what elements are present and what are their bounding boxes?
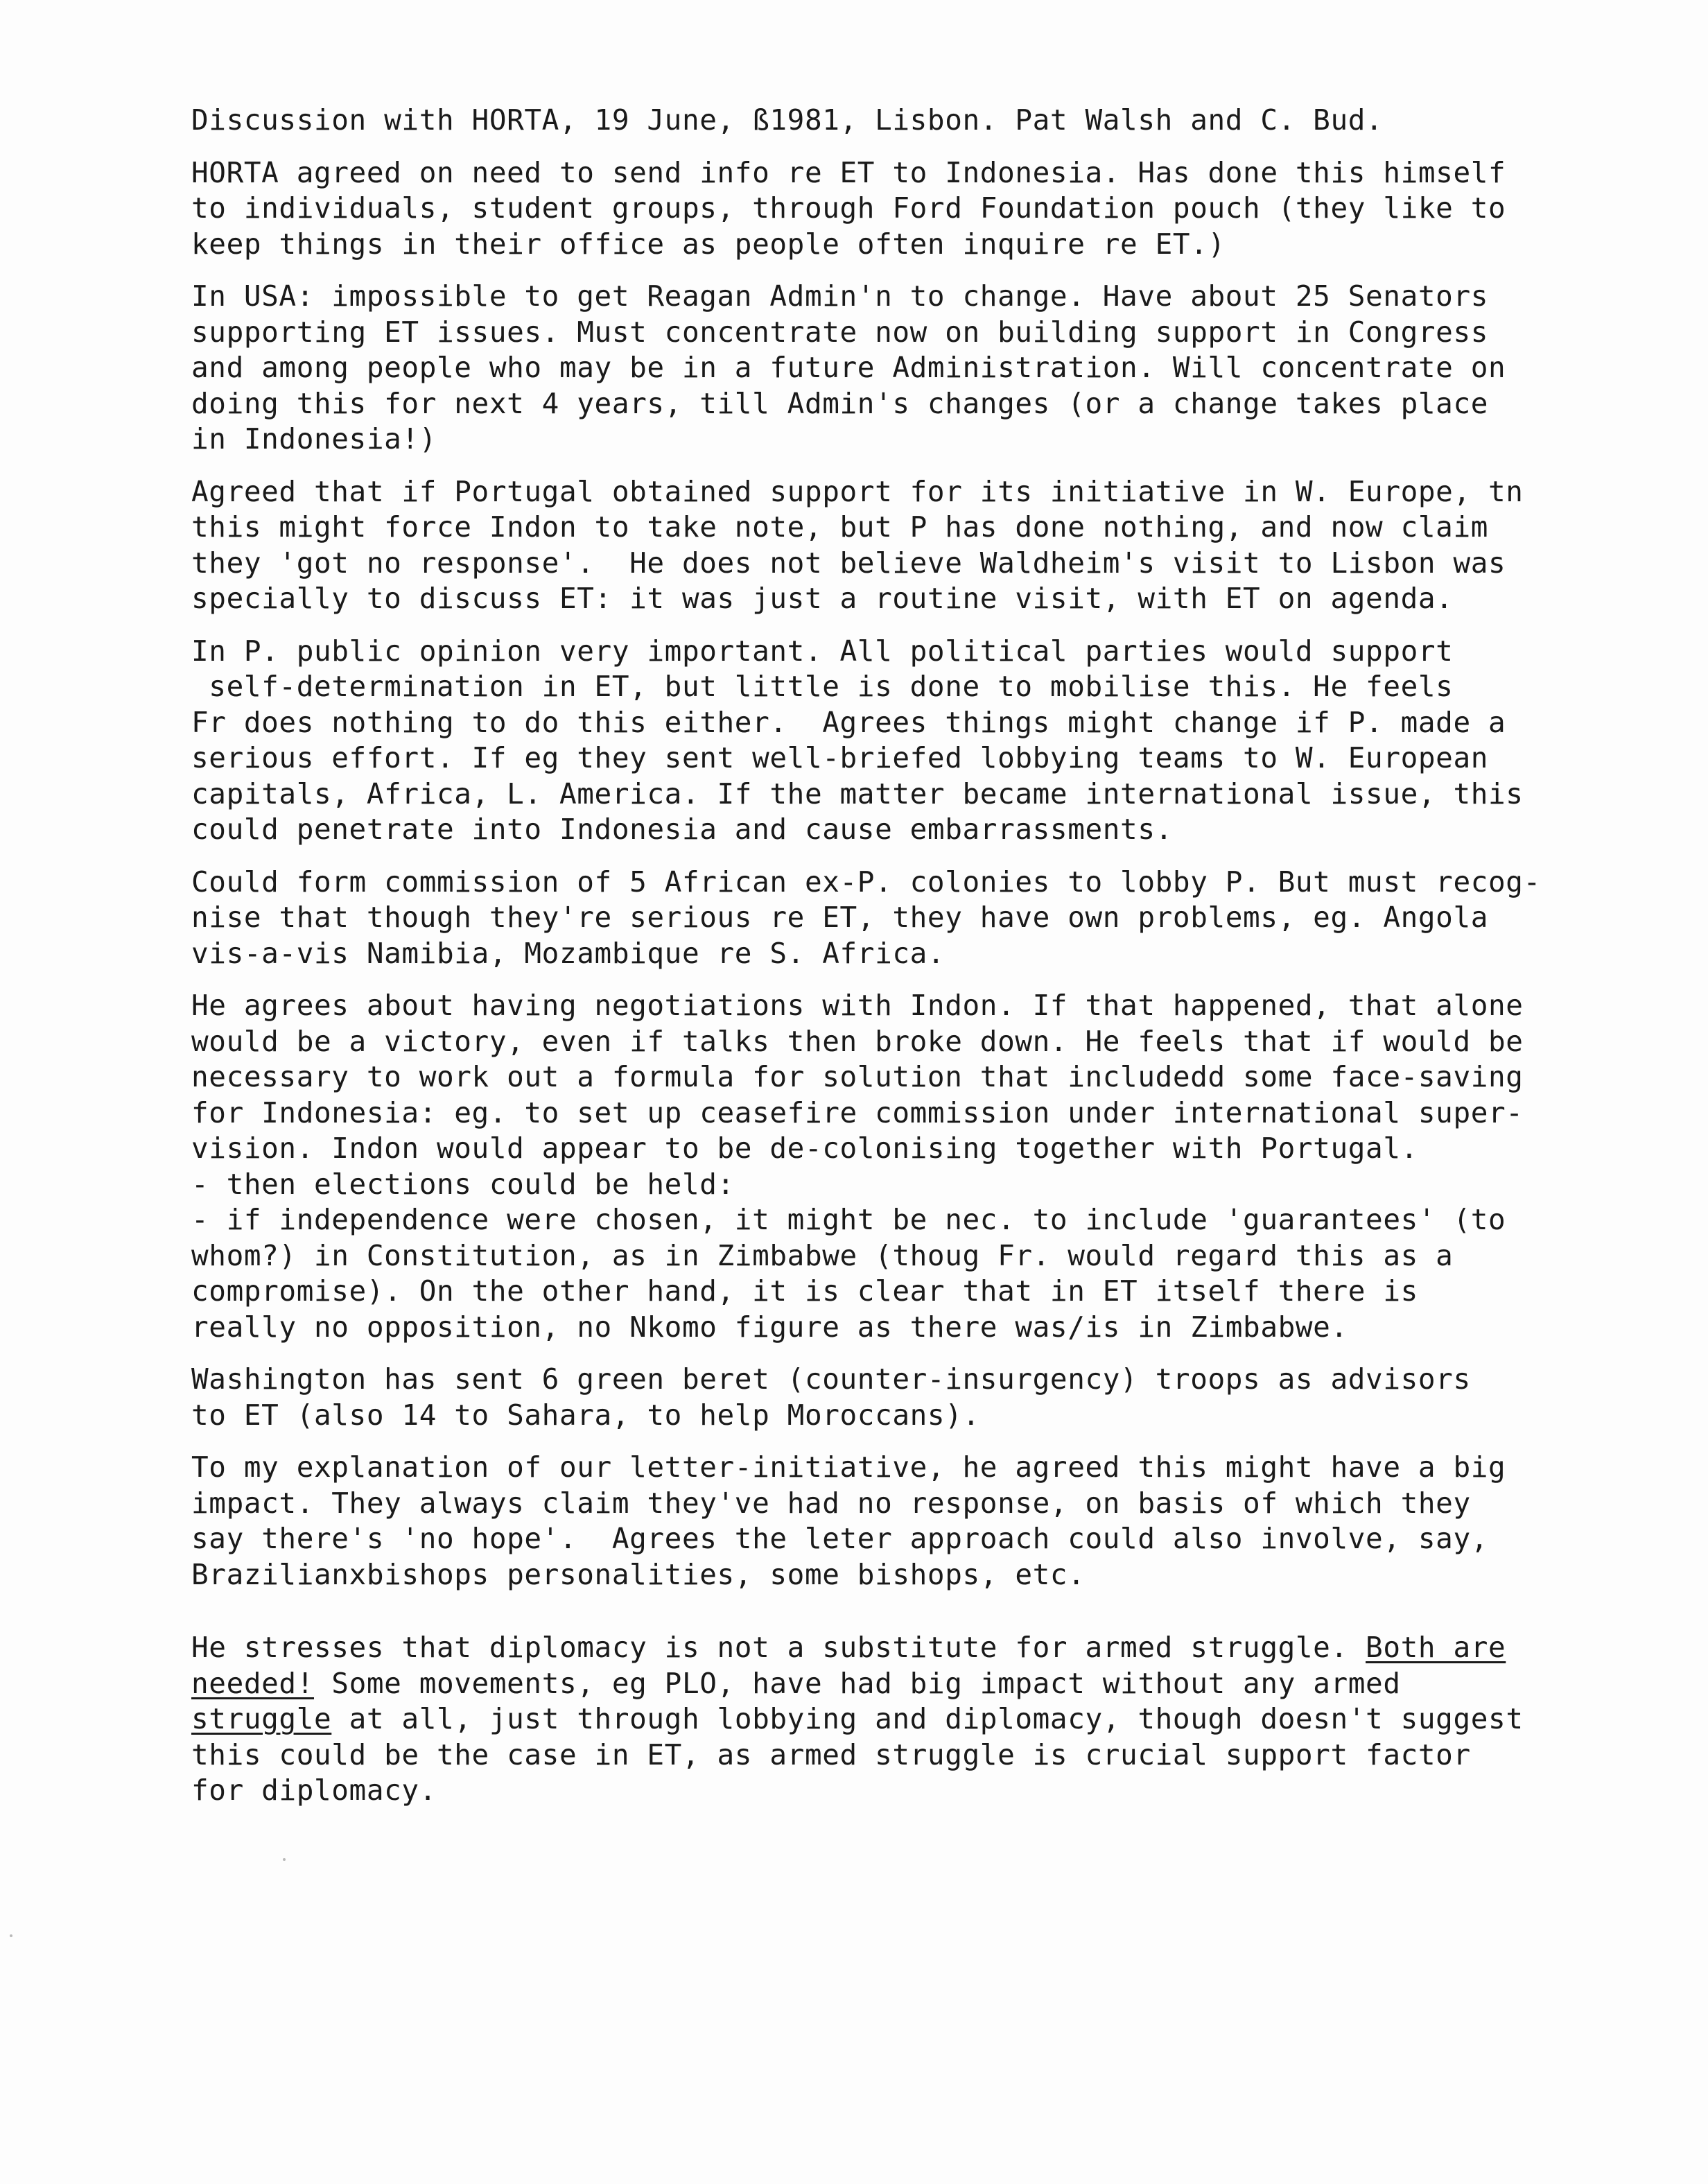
paragraph-line (191, 1701, 1619, 1737)
paragraph-line: nise that though they're serious re ET, they have own problems, eg. Angola (191, 901, 1489, 934)
paragraph-line: Washington has sent 6 green beret (counter-insurgency) troops as advisors (191, 1362, 1471, 1396)
paragraph-line: could penetrate into Indonesia and cause embarrassments. (191, 813, 1173, 846)
paragraph-line: specially to discuss ET: it was just a routine visit, with ET on agenda. (191, 582, 1454, 615)
paragraph-7 (191, 1362, 1619, 1433)
paragraph-line: would be a victory, even if talks then broke down. He feels that if would be (191, 1024, 1524, 1058)
paragraph-8 (191, 1450, 1619, 1593)
paragraph-line: for Indonesia: eg. to set up ceasefire commission under international super- (191, 1095, 1524, 1129)
paragraph-line: Fr does nothing to do this either. Agrees things might change if P. made a (191, 705, 1506, 739)
paragraph-line: supporting ET issues. Must concentrate now on building support in Congress (191, 315, 1489, 349)
paragraph-line: for diplomacy. (191, 1774, 437, 1807)
paragraph-line: this might force Indon to take note, but P has done nothing, and now claim (191, 510, 1489, 544)
heading-text: Discussion with HORTA, 19 June, ß1981, Lisbon. Pat Walsh and C. Bud. (191, 103, 1384, 137)
paragraph-final (191, 1630, 1619, 1809)
paragraph-5 (191, 865, 1619, 972)
paragraph-line: doing this for next 4 years, till Admin's changes (or a change takes place (191, 386, 1489, 420)
paragraph-line: vision. Indon would appear to be de-colonising together with Portugal. (191, 1132, 1418, 1165)
paragraph-1 (191, 155, 1619, 263)
line-text: at all, just through lobbying and diplomacy, though doesn't suggest (331, 1702, 1524, 1735)
paragraph-line (191, 1630, 1619, 1666)
paragraph-4 (191, 634, 1619, 848)
paragraph-line: HORTA agreed on need to send info re ET to Indonesia. Has done this himself (191, 155, 1506, 189)
paragraph-line: In USA: impossible to get Reagan Admin'n to change. Have about 25 Senators (191, 279, 1489, 313)
paragraph-line: To my explanation of our letter-initiative, he agreed this might have a big (191, 1450, 1506, 1484)
paragraph-line: Agreed that if Portugal obtained support for its initiative in W. Europe, tn (191, 474, 1524, 508)
paragraph-line: He agrees about having negotiations with Indon. If that happened, that alone (191, 989, 1524, 1022)
paragraph-line (191, 1666, 1619, 1702)
paragraph-line: they 'got no response'. He does not believe Waldheim's visit to Lisbon was (191, 546, 1506, 580)
line-text: He stresses that diplomacy is not a substitute for armed struggle. (191, 1631, 1366, 1664)
paragraph-line: capitals, Africa, L. America. If the matter became international issue, this (191, 777, 1524, 811)
document-body (191, 103, 1619, 1826)
paragraph-line: - if independence were chosen, it might be nec. to include 'guarantees' (to (191, 1203, 1506, 1236)
line-text: Some movements, eg PLO, have had big impact without any armed (314, 1666, 1401, 1700)
paragraph-2 (191, 279, 1619, 458)
paragraph-line: - then elections could be held: (191, 1167, 735, 1201)
paragraph-line: impact. They always claim they've had no response, on basis of which they (191, 1486, 1471, 1520)
paragraph-line: to ET (also 14 to Sahara, to help Moroccans). (191, 1398, 980, 1432)
paragraph-line: In P. public opinion very important. All political parties would support (191, 634, 1454, 668)
paragraph-line: say there's 'no hope'. Agrees the leter approach could also involve, say, (191, 1522, 1489, 1555)
paragraph-line: compromise). On the other hand, it is clear that in ET itself there is (191, 1274, 1418, 1308)
paper-speck (283, 1858, 286, 1861)
paragraph-line: serious effort. If eg they sent well-briefed lobbying teams to W. European (191, 741, 1489, 774)
paragraph-line: necessary to work out a formula for solution that includedd some face-saving (191, 1060, 1524, 1093)
underlined-text: Both are (1366, 1631, 1506, 1664)
underlined-text: struggle (191, 1702, 332, 1735)
section-gap (191, 1609, 1619, 1630)
paragraph-line: vis-a-vis Namibia, Mozambique re S. Africa. (191, 936, 946, 970)
paper-speck (10, 1934, 12, 1937)
paragraph-line: Could form commission of 5 African ex-P. colonies to lobby P. But must recog- (191, 865, 1541, 899)
paragraph-line: keep things in their office as people often inquire re ET.) (191, 227, 1226, 261)
paragraph-line: and among people who may be in a future Administration. Will concentrate on (191, 351, 1506, 384)
paragraph-line: this could be the case in ET, as armed struggle is crucial support factor (191, 1737, 1471, 1771)
paragraph-line: whom?) in Constitution, as in Zimbabwe (thoug Fr. would regard this as a (191, 1238, 1454, 1272)
paragraph-line: self-determination in ET, but little is done to mobilise this. He feels (191, 670, 1454, 703)
heading-line (191, 103, 1619, 139)
underlined-text: needed! (191, 1666, 314, 1700)
paragraph-6 (191, 988, 1619, 1345)
paragraph-line: to individuals, student groups, through Ford Foundation pouch (they like to (191, 191, 1506, 225)
paragraph-line: really no opposition, no Nkomo figure as there was/is in Zimbabwe. (191, 1310, 1348, 1344)
paragraph-line: Brazilianxbishops personalities, some bishops, etc. (191, 1557, 1086, 1591)
paragraph-line: in Indonesia!) (191, 422, 437, 456)
paragraph-3 (191, 474, 1619, 617)
